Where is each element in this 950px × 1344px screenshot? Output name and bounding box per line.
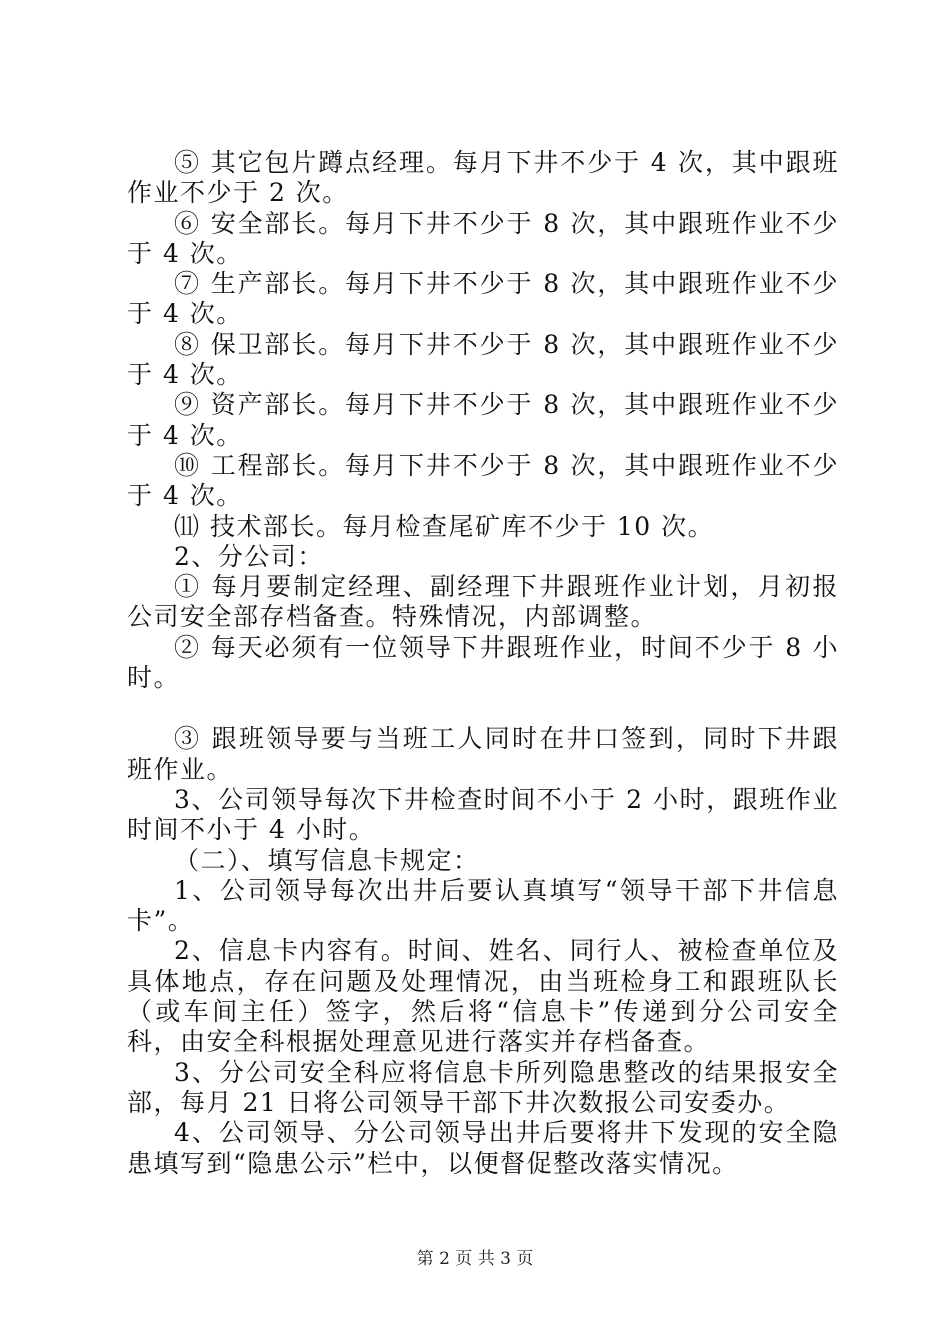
paragraph-info-card-1: 1、公司领导每次出井后要认真填写“领导干部下井信息卡”。 (127, 875, 839, 936)
paragraph-leader-7: ⑦ 生产部长。每月下井不少于 8 次，其中跟班作业不少于 4 次。 (127, 269, 839, 329)
paragraph-leader-9: ⑨ 资产部长。每月下井不少于 8 次，其中跟班作业不少于 4 次。 (127, 390, 839, 450)
paragraph-leader-11: ⑾ 技术部长。每月检查尾矿库不少于 10 次。 (174, 511, 715, 541)
paragraph-inspection-time: 3、公司领导每次下井检查时间不小于 2 小时，跟班作业时间不小于 4 小时。 (127, 784, 839, 845)
paragraph-info-card-4: 4、公司领导、分公司领导出井后要将井下发现的安全隐患填写到“隐患公示”栏中，以便督促整改落实情况。 (127, 1118, 839, 1178)
paragraph-branch-1: ① 每月要制定经理、副经理下井跟班作业计划，月初报公司安全部存档备查。特殊情况，内部调整。 (127, 572, 839, 632)
paragraph-leader-6: ⑥ 安全部长。每月下井不少于 8 次，其中跟班作业不少于 4 次。 (127, 208, 839, 268)
section-heading-info-card: （二）、填写信息卡规定： (174, 845, 480, 875)
paragraph-leader-10: ⑩ 工程部长。每月下井不少于 8 次，其中跟班作业不少于 4 次。 (127, 450, 839, 511)
paragraph-info-card-2: 2、信息卡内容有。时间、姓名、同行人、被检查单位及具体地点，存在问题及处理情况，由当班检身工和跟班队长（或车间主任）签字，然后将“信息卡”传递到分公司安全科，由安全科根据处理意见进行落实并存档备查。 (127, 936, 839, 1057)
document-body (127, 148, 839, 1179)
paragraph-branch-3: ③ 跟班领导要与当班工人同时在井口签到，同时下井跟班作业。 (127, 724, 839, 784)
paragraph-info-card-3: 3、分公司安全科应将信息卡所列隐患整改的结果报安全部，每月 21 日将公司领导干部下井次数报公司安委办。 (127, 1057, 839, 1117)
paragraph-leader-5: ⑤ 其它包片蹲点经理。每月下井不少于 4 次，其中跟班作业不少于 2 次。 (127, 148, 839, 208)
paragraph-leader-8: ⑧ 保卫部长。每月下井不少于 8 次，其中跟班作业不少于 4 次。 (127, 329, 839, 390)
paragraph-branch-2: ② 每天必须有一位领导下井跟班作业，时间不少于 8 小时。 (127, 632, 839, 693)
page-footer: 第 2 页 共 3 页 (416, 1249, 534, 1269)
paragraph-branch-heading: 2、分公司： (174, 541, 324, 571)
